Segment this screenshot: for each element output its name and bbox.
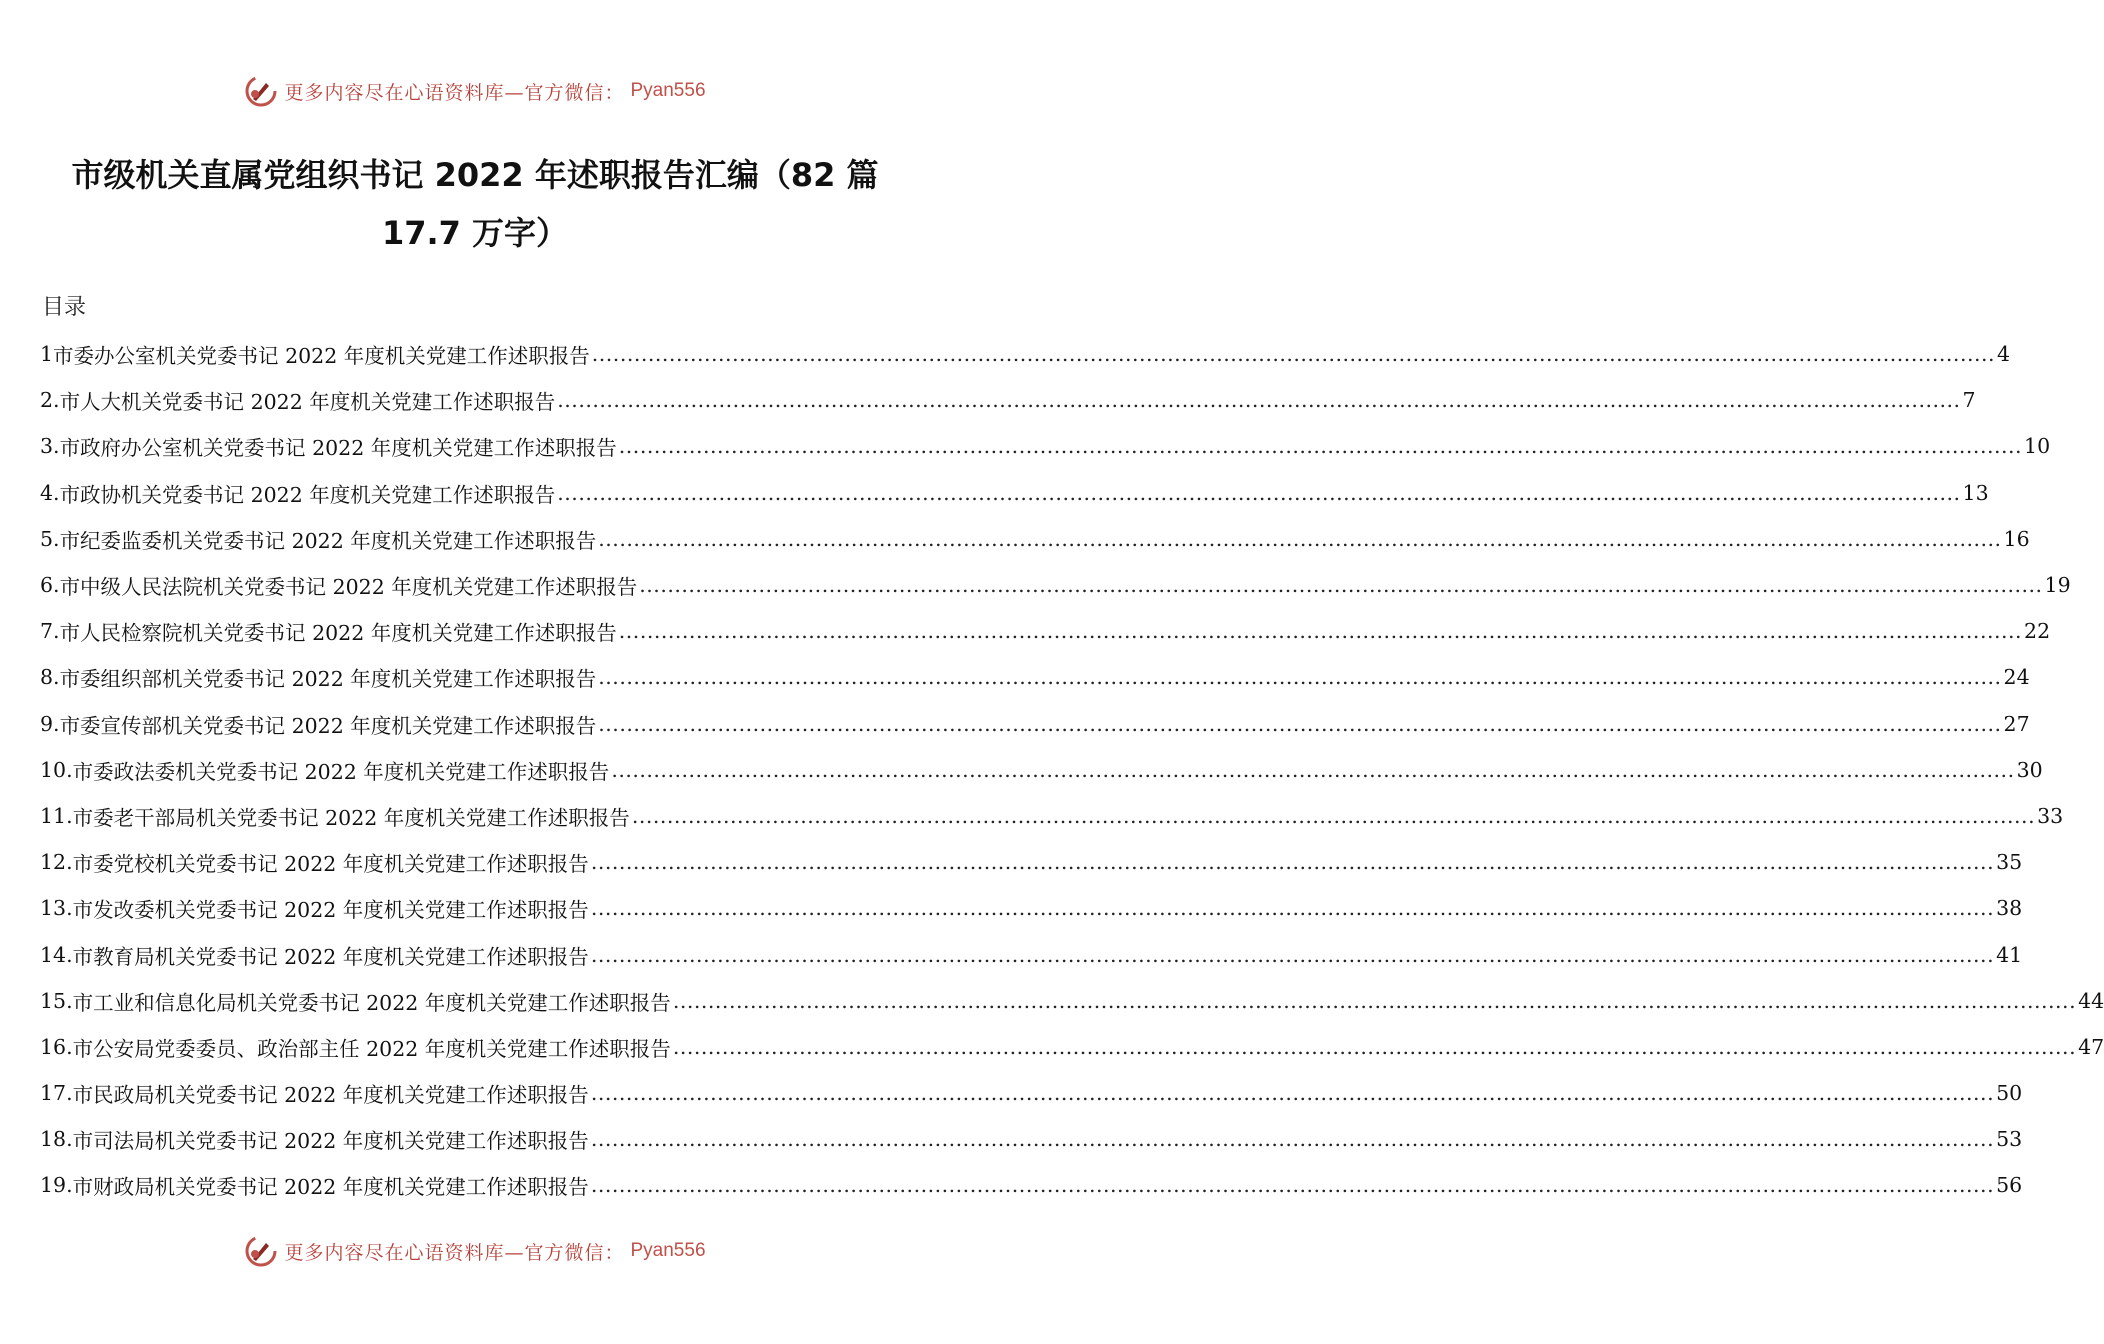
toc-entry-number: 19. [40, 1173, 73, 1198]
toc-entry-title: 市公安局党委委员、政治部主任 2022 年度机关党建工作述职报告 [72, 1036, 671, 1061]
toc-dot-leader: ........................................................................................................................................................................................................ [631, 803, 2036, 828]
toc-entry-number: 16. [40, 1034, 73, 1059]
toc-entry-page: 4 [1997, 342, 2011, 367]
toc-entry[interactable] [40, 1116, 2023, 1162]
toc-entry-page: 13 [1962, 480, 1989, 505]
toc-entry-title: 市委宣传部机关党委书记 2022 年度机关党建工作述职报告 [59, 713, 597, 738]
toc-entry-title: 市发改委机关党委书记 2022 年度机关党建工作述职报告 [72, 898, 589, 923]
toc-entry[interactable] [40, 1024, 2104, 1070]
toc-dot-leader: ........................................................................................................................................................................................................ [598, 665, 2002, 690]
toc-entry[interactable] [40, 793, 2064, 839]
toc-dot-leader: ........................................................................................................................................................................................................ [557, 480, 1961, 505]
toc-dot-leader: ........................................................................................................................................................................................................ [618, 434, 2023, 459]
toc-entry-number: 7. [40, 619, 60, 644]
toc-entry-number: 12. [40, 850, 73, 875]
toc-entry[interactable] [40, 654, 2030, 700]
toc-entry-number: 14. [40, 942, 73, 967]
toc-entry[interactable] [40, 931, 2023, 977]
toc-entry-title: 市人民检察院机关党委书记 2022 年度机关党建工作述职报告 [59, 621, 617, 646]
toc-entry-title: 市委政法委机关党委书记 2022 年度机关党建工作述职报告 [72, 759, 610, 784]
toc-entry[interactable] [40, 1162, 2023, 1208]
toc-entry[interactable] [40, 1070, 2023, 1116]
logo-icon [244, 74, 278, 108]
toc-dot-leader: ........................................................................................................................................................................................................ [591, 342, 1996, 367]
toc-dot-leader: ........................................................................................................................................................................................................ [672, 1034, 2077, 1059]
toc-entry[interactable] [40, 331, 2011, 377]
toc-entry-page: 22 [2024, 619, 2051, 644]
toc-entry-title: 市司法局机关党委书记 2022 年度机关党建工作述职报告 [72, 1129, 589, 1154]
toc-dot-leader: ........................................................................................................................................................................................................ [557, 388, 1961, 413]
watermark-text: 更多内容尽在心语资料库—官方微信： [284, 81, 625, 104]
toc-entry[interactable] [40, 747, 2043, 793]
watermark-wechat-id: Pyan556 [630, 1240, 706, 1261]
toc-entry-title: 市委办公室机关党委书记 2022 年度机关党建工作述职报告 [53, 344, 590, 369]
toc-entry[interactable] [40, 516, 2030, 562]
toc-entry-number: 6. [40, 573, 60, 598]
toc-entry-page: 16 [2003, 526, 2030, 551]
toc-entry-number: 17. [40, 1081, 73, 1106]
toc-entry-title: 市人大机关党委书记 2022 年度机关党建工作述职报告 [59, 390, 556, 415]
toc-entry[interactable] [40, 608, 2051, 654]
toc-dot-leader: ........................................................................................................................................................................................................ [590, 1127, 1995, 1152]
toc-entry-title: 市纪委监委机关党委书记 2022 年度机关党建工作述职报告 [59, 528, 597, 553]
toc-entry-page: 33 [2037, 803, 2064, 828]
document-title: 市级机关直属党组织书记 2022 年述职报告汇编（82 篇 17.7 万字） [71, 156, 879, 252]
toc-entry[interactable] [40, 470, 1989, 516]
toc-entry[interactable] [40, 885, 2023, 931]
toc-entry-number: 8. [40, 665, 60, 690]
toc-dot-leader: ........................................................................................................................................................................................................ [590, 850, 1995, 875]
watermark-text: 更多内容尽在心语资料库—官方微信： [284, 1241, 625, 1264]
toc-dot-leader: ........................................................................................................................................................................................................ [590, 1173, 1995, 1198]
toc-entry[interactable] [40, 423, 2051, 469]
toc-dot-leader: ........................................................................................................................................................................................................ [590, 942, 1995, 967]
toc-entry-page: 7 [1962, 388, 1976, 413]
toc-entry-title: 市教育局机关党委书记 2022 年度机关党建工作述职报告 [72, 944, 589, 969]
toc-entry-page: 53 [1996, 1127, 2023, 1152]
toc-dot-leader: ........................................................................................................................................................................................................ [639, 573, 2043, 598]
toc-entry-page: 50 [1996, 1081, 2023, 1106]
toc-entry-title: 市委老干部局机关党委书记 2022 年度机关党建工作述职报告 [72, 805, 630, 830]
toc-dot-leader: ........................................................................................................................................................................................................ [598, 711, 2002, 736]
toc-entry-page: 30 [2016, 757, 2043, 782]
watermark-header [0, 74, 950, 108]
toc-entry-number: 11. [40, 803, 73, 828]
toc-entry[interactable] [40, 377, 1976, 423]
toc-dot-leader: ........................................................................................................................................................................................................ [611, 757, 2015, 782]
toc-dot-leader: ........................................................................................................................................................................................................ [590, 896, 1995, 921]
toc-entry[interactable] [40, 562, 2071, 608]
toc-entry-page: 24 [2003, 665, 2030, 690]
toc-heading: 目录 [42, 295, 87, 320]
toc-entry-page: 44 [2078, 988, 2104, 1013]
toc-entry[interactable] [40, 978, 2104, 1024]
toc-entry-title: 市民政局机关党委书记 2022 年度机关党建工作述职报告 [72, 1083, 589, 1108]
toc-entry-number: 9. [40, 711, 60, 736]
table-of-contents [40, 331, 2104, 1209]
toc-entry-title: 市委党校机关党委书记 2022 年度机关党建工作述职报告 [72, 852, 589, 877]
toc-entry[interactable] [40, 839, 2023, 885]
watermark-wechat-id: Pyan556 [630, 80, 706, 101]
toc-entry-page: 35 [1996, 850, 2023, 875]
toc-entry-page: 19 [2044, 573, 2071, 598]
toc-entry-number: 4. [40, 480, 60, 505]
toc-entry-title: 市政协机关党委书记 2022 年度机关党建工作述职报告 [59, 482, 556, 507]
toc-entry-page: 47 [2078, 1034, 2104, 1059]
toc-entry-page: 38 [1996, 896, 2023, 921]
toc-entry-number: 1 [40, 342, 54, 367]
toc-entry[interactable] [40, 701, 2030, 747]
logo-icon [244, 1234, 278, 1268]
toc-entry-title: 市中级人民法院机关党委书记 2022 年度机关党建工作述职报告 [59, 575, 638, 600]
toc-entry-page: 56 [1996, 1173, 2023, 1198]
toc-entry-number: 2. [40, 388, 60, 413]
toc-entry-title: 市政府办公室机关党委书记 2022 年度机关党建工作述职报告 [59, 436, 617, 461]
toc-entry-number: 3. [40, 434, 60, 459]
toc-entry-page: 10 [2024, 434, 2051, 459]
toc-entry-title: 市财政局机关党委书记 2022 年度机关党建工作述职报告 [72, 1175, 589, 1200]
toc-entry-number: 13. [40, 896, 73, 921]
toc-dot-leader: ........................................................................................................................................................................................................ [672, 988, 2077, 1013]
toc-entry-title: 市工业和信息化局机关党委书记 2022 年度机关党建工作述职报告 [72, 990, 671, 1015]
watermark-footer [0, 1234, 950, 1268]
toc-entry-number: 5. [40, 526, 60, 551]
toc-entry-number: 15. [40, 988, 73, 1013]
toc-dot-leader: ........................................................................................................................................................................................................ [618, 619, 2023, 644]
toc-entry-page: 41 [1996, 942, 2023, 967]
toc-dot-leader: ........................................................................................................................................................................................................ [590, 1081, 1995, 1106]
toc-entry-title: 市委组织部机关党委书记 2022 年度机关党建工作述职报告 [59, 667, 597, 692]
toc-entry-number: 10. [40, 757, 73, 782]
toc-entry-page: 27 [2003, 711, 2030, 736]
toc-entry-number: 18. [40, 1127, 73, 1152]
toc-dot-leader: ........................................................................................................................................................................................................ [598, 526, 2002, 551]
